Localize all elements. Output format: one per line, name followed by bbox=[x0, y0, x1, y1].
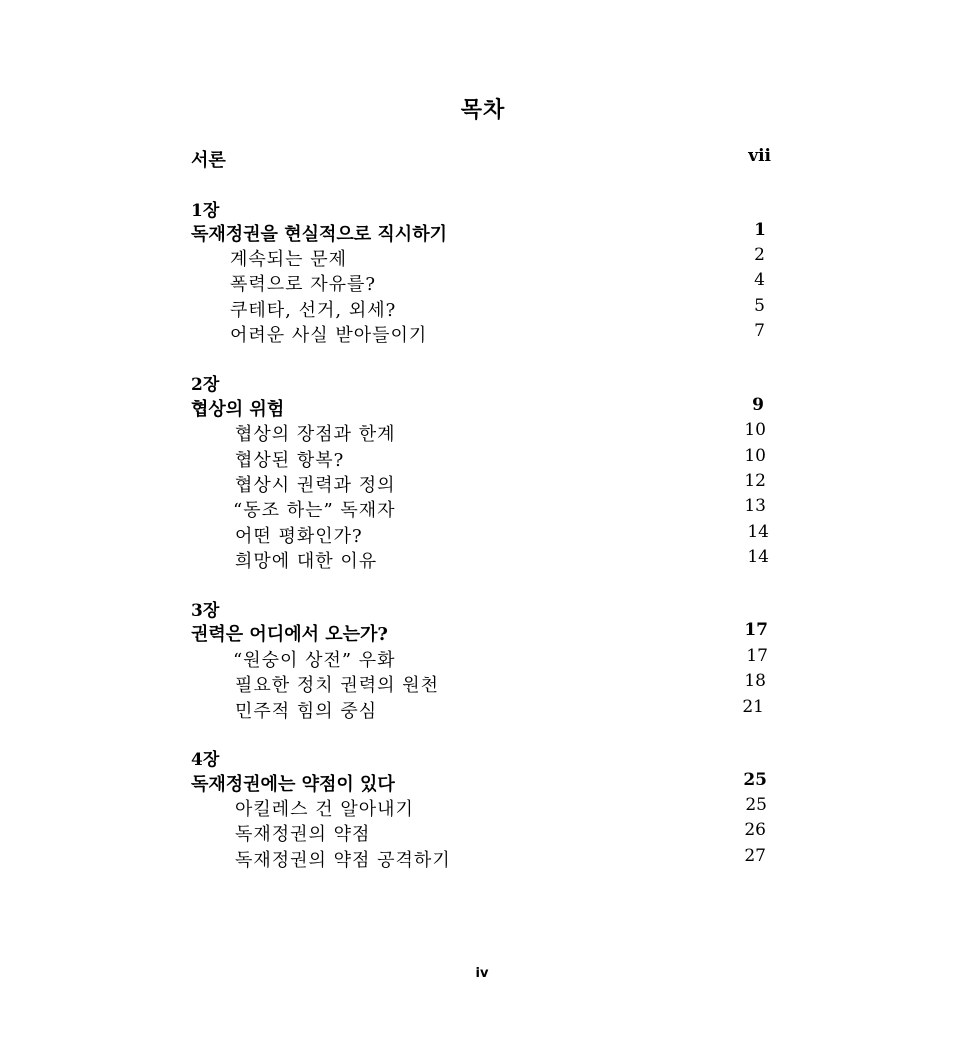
chapter-2-page: 9 bbox=[752, 395, 764, 415]
toc-section[interactable] bbox=[0, 547, 958, 571]
section-page: 2 bbox=[754, 245, 765, 265]
section-label: 필요한 정치 권력의 원천 bbox=[235, 675, 440, 696]
section-label: “원숭이 상전” 우화 bbox=[233, 650, 396, 671]
section-label: 협상된 항복? bbox=[235, 450, 345, 471]
toc-entry-intro[interactable] bbox=[0, 146, 958, 170]
toc-section[interactable] bbox=[0, 245, 958, 269]
section-label: “동조 하는” 독재자 bbox=[233, 500, 396, 521]
toc-section[interactable] bbox=[0, 270, 958, 294]
section-label: 어려운 사실 받아들이기 bbox=[230, 325, 428, 346]
section-label: 폭력으로 자유를? bbox=[230, 274, 377, 295]
toc-section[interactable] bbox=[0, 296, 958, 320]
toc-section[interactable] bbox=[0, 820, 958, 844]
toc-section[interactable] bbox=[0, 471, 958, 495]
section-page: 14 bbox=[747, 522, 769, 542]
page-title: 목차 bbox=[460, 97, 506, 123]
section-page: 21 bbox=[742, 697, 764, 717]
section-label: 민주적 힘의 중심 bbox=[235, 701, 378, 722]
toc-section[interactable] bbox=[0, 846, 958, 870]
section-label: 계속되는 문제 bbox=[230, 249, 348, 270]
section-label: 협상시 권력과 정의 bbox=[235, 475, 396, 496]
toc-section[interactable] bbox=[0, 496, 958, 520]
toc-section[interactable] bbox=[0, 697, 958, 721]
section-page: 13 bbox=[744, 496, 766, 516]
section-label: 독재정권의 약점 bbox=[235, 824, 371, 845]
chapter-4-page: 25 bbox=[743, 770, 767, 790]
chapter-4-title: 독재정권에는 약점이 있다 bbox=[191, 774, 395, 795]
section-page: 26 bbox=[744, 820, 766, 840]
section-page: 18 bbox=[744, 671, 766, 691]
section-page: 4 bbox=[754, 270, 765, 290]
chapter-2-number: 2장 bbox=[191, 375, 220, 395]
toc-section[interactable] bbox=[0, 795, 958, 819]
section-page: 17 bbox=[746, 646, 768, 666]
section-page: 25 bbox=[745, 795, 767, 815]
chapter-number bbox=[0, 745, 958, 769]
chapter-3-page: 17 bbox=[744, 620, 768, 640]
section-label: 아킬레스 건 알아내기 bbox=[235, 799, 414, 820]
chapter-number bbox=[0, 196, 958, 220]
toc-section[interactable] bbox=[0, 446, 958, 470]
chapter-4-number: 4장 bbox=[191, 750, 220, 770]
toc-chapter-2[interactable] bbox=[0, 395, 958, 419]
section-page: 10 bbox=[744, 420, 766, 440]
section-page: 27 bbox=[744, 846, 766, 866]
section-page: 7 bbox=[754, 321, 765, 341]
section-page: 12 bbox=[744, 471, 766, 491]
toc-entry-label: 서론 bbox=[191, 150, 226, 171]
chapter-1-title: 독재정권을 현실적으로 직시하기 bbox=[191, 224, 447, 245]
toc-section[interactable] bbox=[0, 420, 958, 444]
chapter-number bbox=[0, 596, 958, 620]
section-page: 10 bbox=[744, 446, 766, 466]
chapter-2-title: 협상의 위험 bbox=[191, 399, 285, 420]
chapter-3-number: 3장 bbox=[191, 601, 220, 621]
toc-chapter-1[interactable] bbox=[0, 220, 958, 244]
chapter-1-number: 1장 bbox=[191, 201, 220, 221]
section-label: 어떤 평화인가? bbox=[235, 526, 363, 547]
section-label: 독재정권의 약점 공격하기 bbox=[235, 850, 451, 871]
toc-section[interactable] bbox=[0, 646, 958, 670]
section-label: 쿠테타, 선거, 외세? bbox=[230, 300, 397, 321]
chapter-3-title: 권력은 어디에서 오는가? bbox=[191, 624, 388, 645]
toc-section[interactable] bbox=[0, 321, 958, 345]
chapter-number bbox=[0, 370, 958, 394]
page-number: iv bbox=[475, 966, 489, 981]
section-label: 희망에 대한 이유 bbox=[235, 551, 378, 572]
section-label: 협상의 장점과 한계 bbox=[235, 424, 396, 445]
toc-chapter-3[interactable] bbox=[0, 620, 958, 644]
toc-section[interactable] bbox=[0, 522, 958, 546]
section-page: 5 bbox=[754, 296, 765, 316]
toc-entry-page: vii bbox=[748, 146, 771, 166]
section-page: 14 bbox=[747, 547, 769, 567]
toc-chapter-4[interactable] bbox=[0, 770, 958, 794]
toc-section[interactable] bbox=[0, 671, 958, 695]
chapter-1-page: 1 bbox=[754, 220, 766, 240]
